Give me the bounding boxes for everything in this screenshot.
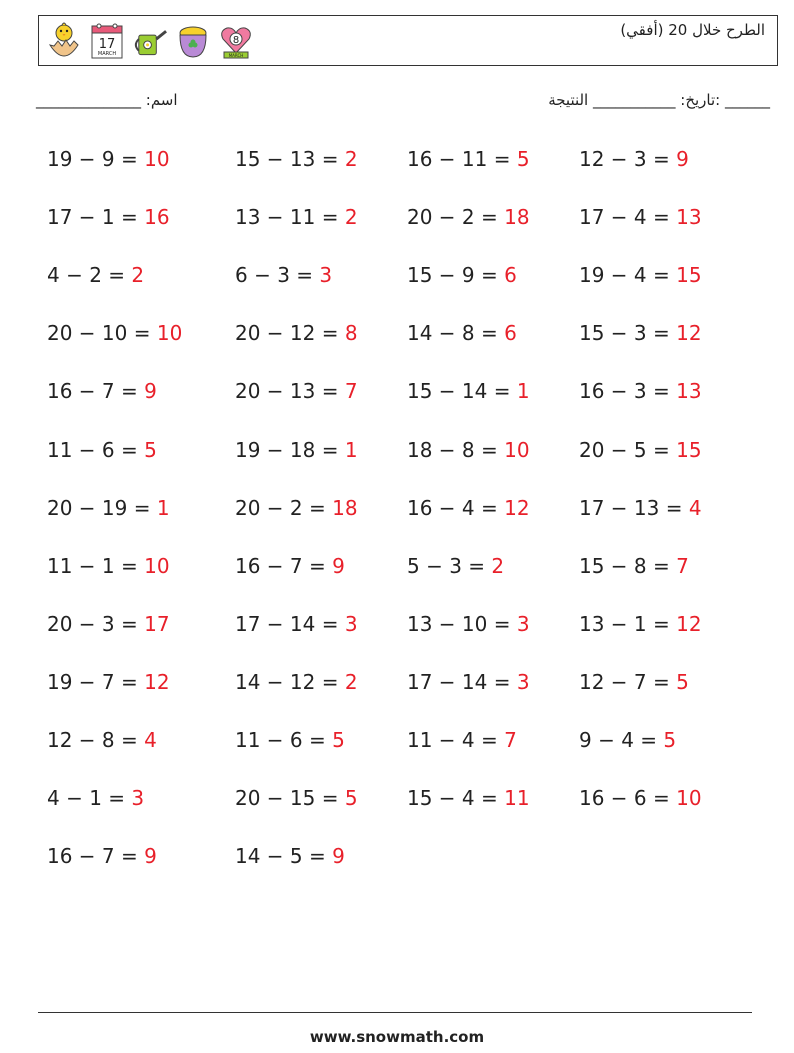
problem-item (235, 786, 358, 810)
problem-answer: 5 (332, 728, 345, 752)
problem-item (579, 612, 702, 636)
problem-expression: 4 − 2 = (47, 263, 132, 288)
problem-answer: 9 (676, 147, 689, 171)
problem-expression: 17 − 14 = (235, 611, 345, 636)
header-box (38, 15, 778, 66)
problem-expression: 20 − 5 = (579, 437, 677, 462)
watering-can-icon (131, 19, 168, 63)
date-score-line: ______ :تاريخ: ___________ النتيجة (548, 91, 770, 109)
problem-expression: 16 − 11 = (407, 147, 517, 171)
problem-expression: 11 − 4 = (407, 728, 505, 752)
problem-expression: 17 − 4 = (579, 205, 677, 230)
problem-item (47, 728, 157, 752)
problem-item (235, 147, 358, 171)
problem-answer: 13 (676, 205, 702, 230)
heart-badge-icon (217, 19, 254, 63)
problem-item (579, 670, 689, 694)
problem-answer: 3 (319, 263, 333, 288)
problem-item (579, 496, 702, 520)
problem-item (47, 438, 157, 462)
problem-item (235, 728, 345, 752)
problem-item (235, 379, 358, 403)
calendar-icon (88, 19, 125, 63)
problem-expression: 16 − 6 = (579, 786, 677, 811)
problem-expression: 12 − 8 = (47, 728, 145, 752)
problem-answer: 15 (676, 437, 702, 462)
problem-item (579, 438, 702, 462)
problem-answer: 9 (144, 379, 157, 404)
problem-item (47, 844, 157, 868)
pot-of-gold-icon (174, 19, 211, 63)
problem-answer: 6 (504, 321, 517, 346)
problem-expression: 15 − 8 = (579, 553, 677, 578)
problem-answer: 2 (491, 553, 505, 578)
problem-item (407, 321, 517, 345)
problem-expression: 14 − 8 = (407, 321, 505, 346)
problem-item (47, 496, 170, 520)
problem-expression: 9 − 4 = (579, 728, 664, 752)
problem-expression: 11 − 1 = (47, 553, 145, 578)
problem-item (407, 379, 530, 403)
problem-item (47, 670, 170, 694)
problem-answer: 18 (504, 205, 530, 230)
problem-answer: 15 (676, 263, 702, 288)
problem-expression: 14 − 12 = (235, 669, 345, 694)
problem-expression: 20 − 2 = (235, 495, 333, 520)
problem-answer: 2 (344, 147, 358, 171)
problem-item (579, 147, 689, 171)
problem-answer: 10 (156, 321, 183, 346)
problem-expression: 15 − 14 = (407, 379, 517, 404)
problem-item (579, 554, 689, 578)
problem-item (235, 263, 332, 287)
problem-answer: 8 (344, 321, 358, 346)
problem-answer: 2 (344, 669, 358, 694)
problem-item (579, 786, 702, 810)
problem-item (579, 263, 702, 287)
problem-answer: 10 (144, 553, 170, 578)
problem-expression: 11 − 6 = (47, 437, 145, 462)
problem-expression: 14 − 5 = (235, 844, 333, 869)
problem-answer: 13 (676, 379, 702, 404)
problem-item (235, 612, 358, 636)
problem-expression: 5 − 3 = (407, 553, 492, 578)
problem-answer: 5 (676, 669, 689, 694)
problem-answer: 2 (344, 205, 358, 230)
problem-item (47, 554, 170, 578)
problem-answer: 4 (688, 495, 702, 520)
problem-item (407, 205, 530, 229)
problem-item (407, 612, 530, 636)
problem-answer: 17 (144, 611, 170, 636)
problem-expression: 6 − 3 = (235, 263, 320, 288)
problem-answer: 5 (516, 147, 530, 171)
problem-answer: 11 (504, 786, 530, 811)
problem-expression: 16 − 4 = (407, 495, 505, 520)
problem-expression: 20 − 10 = (47, 321, 157, 346)
problem-expression: 16 − 7 = (47, 844, 145, 869)
problem-answer: 3 (344, 611, 358, 636)
problem-answer: 3 (516, 611, 530, 636)
problem-expression: 19 − 9 = (47, 147, 145, 171)
problem-expression: 20 − 12 = (235, 321, 345, 346)
problem-item (407, 670, 530, 694)
problem-answer: 9 (332, 844, 345, 869)
problem-answer: 3 (131, 786, 145, 811)
problem-item (407, 147, 530, 171)
problem-expression: 16 − 7 = (235, 553, 333, 578)
problem-answer: 5 (344, 786, 358, 811)
problem-answer: 7 (344, 379, 358, 404)
problem-answer: 7 (676, 553, 689, 578)
footer-divider (38, 1012, 752, 1013)
problem-item (47, 321, 182, 345)
problem-answer: 3 (516, 669, 530, 694)
worksheet-title: الطرح خلال 20 (أفقي) (620, 21, 765, 39)
problem-item (407, 438, 530, 462)
problem-expression: 12 − 3 = (579, 147, 677, 171)
problem-expression: 17 − 13 = (579, 495, 689, 520)
problem-item (235, 554, 345, 578)
problem-answer: 1 (516, 379, 530, 404)
footer-url: www.snowmath.com (309, 1028, 485, 1046)
problem-expression: 4 − 1 = (47, 786, 132, 811)
problem-expression: 20 − 15 = (235, 786, 345, 811)
problem-expression: 20 − 13 = (235, 379, 345, 404)
problem-answer: 12 (676, 321, 702, 346)
problem-expression: 17 − 14 = (407, 669, 517, 694)
name-line: اسم: ______________ (36, 91, 178, 109)
problem-expression: 15 − 4 = (407, 786, 505, 811)
problem-answer: 9 (332, 553, 345, 578)
calendar-day: 17 (98, 37, 115, 52)
problem-expression: 17 − 1 = (47, 205, 145, 230)
problem-answer: 6 (504, 263, 517, 288)
heart-number: 8 (232, 35, 239, 46)
problem-item (407, 728, 517, 752)
heart-label: MARCH (228, 53, 243, 58)
problem-answer: 7 (504, 728, 517, 752)
problem-item (235, 496, 358, 520)
chick-egg-icon (45, 19, 82, 63)
problem-answer: 12 (144, 669, 170, 694)
problem-answer: 5 (663, 728, 677, 752)
problem-item (579, 205, 702, 229)
problem-item (47, 263, 144, 287)
problem-answer: 5 (144, 437, 157, 462)
problem-item (579, 379, 702, 403)
problem-answer: 12 (676, 611, 702, 636)
problem-expression: 15 − 9 = (407, 263, 505, 288)
problem-answer: 10 (504, 437, 530, 462)
problem-answer: 2 (131, 263, 145, 288)
problem-answer: 12 (504, 495, 530, 520)
problem-answer: 1 (344, 437, 358, 462)
problem-item (47, 612, 170, 636)
problem-item (579, 728, 676, 752)
problem-item (407, 496, 530, 520)
problem-item (47, 379, 157, 403)
problem-expression: 18 − 8 = (407, 437, 505, 462)
problem-answer: 4 (144, 728, 157, 752)
problem-expression: 15 − 13 = (235, 147, 345, 171)
problem-answer: 10 (144, 147, 170, 171)
problem-answer: 1 (156, 495, 170, 520)
problem-item (235, 844, 345, 868)
problem-item (579, 321, 702, 345)
problem-expression: 20 − 3 = (47, 611, 145, 636)
problem-item (47, 786, 144, 810)
problem-expression: 19 − 4 = (579, 263, 677, 288)
problem-item (235, 205, 358, 229)
calendar-month: MARCH (97, 51, 116, 57)
problem-item (407, 554, 504, 578)
problem-item (235, 438, 358, 462)
problem-expression: 13 − 10 = (407, 611, 517, 636)
header-icons (45, 19, 254, 63)
problem-expression: 13 − 11 = (235, 205, 345, 230)
problem-expression: 15 − 3 = (579, 321, 677, 346)
problem-expression: 19 − 18 = (235, 437, 345, 462)
problem-item (47, 147, 170, 171)
problem-expression: 13 − 1 = (579, 611, 677, 636)
problem-expression: 16 − 3 = (579, 379, 677, 404)
problem-expression: 20 − 2 = (407, 205, 505, 230)
problem-item (407, 786, 530, 810)
problem-expression: 20 − 19 = (47, 495, 157, 520)
problem-answer: 16 (144, 205, 170, 230)
problem-item (235, 670, 358, 694)
problem-answer: 9 (144, 844, 157, 869)
problem-answer: 18 (332, 495, 358, 520)
problem-item (47, 205, 170, 229)
problem-expression: 19 − 7 = (47, 669, 145, 694)
problem-item (407, 263, 517, 287)
problem-expression: 16 − 7 = (47, 379, 145, 404)
problem-answer: 10 (676, 786, 702, 811)
problem-expression: 12 − 7 = (579, 669, 677, 694)
problem-item (235, 321, 358, 345)
problem-expression: 11 − 6 = (235, 728, 333, 752)
